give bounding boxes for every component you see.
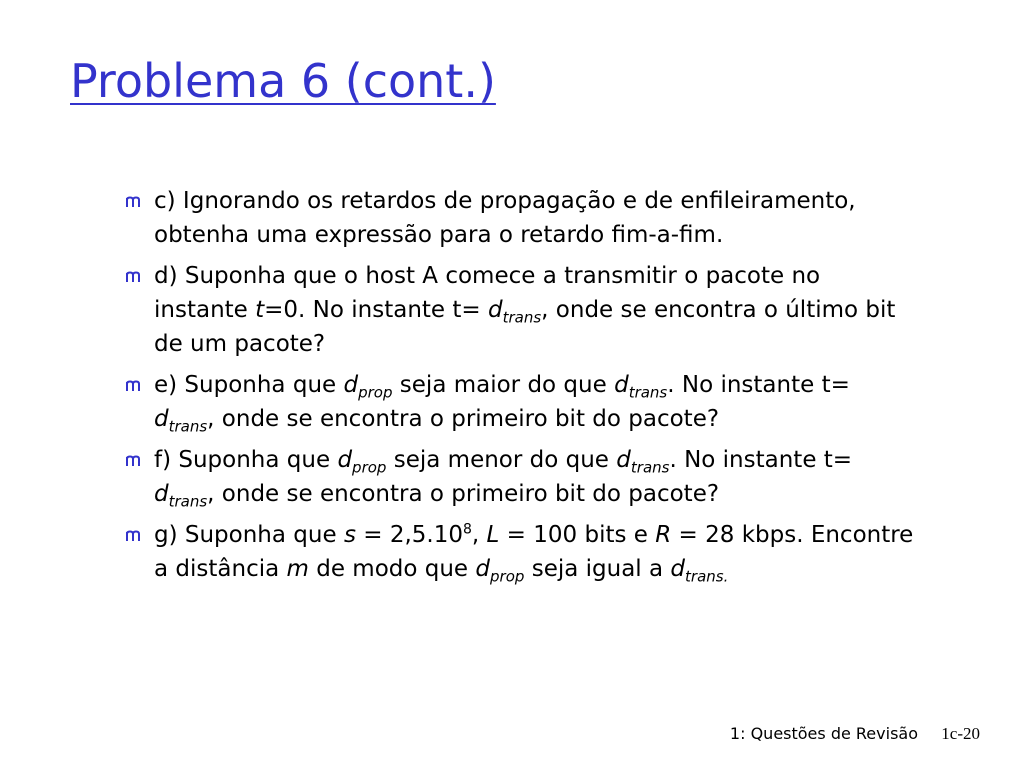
subscript-trans: trans	[168, 492, 208, 511]
hollow-circle-bullet-icon	[126, 455, 140, 467]
bullet-item-d	[126, 259, 916, 361]
bullet-list	[126, 184, 916, 593]
subscript-trans: trans	[168, 417, 208, 436]
subscript-prop: prop	[358, 383, 393, 402]
bullet-item-f	[126, 443, 916, 511]
bullet-e-text-3: . No instante t=	[667, 372, 850, 398]
page-number: 1c-20	[941, 724, 980, 743]
bullet-g-text-3: ,	[471, 522, 487, 548]
variable-s: s	[343, 522, 356, 548]
bullet-item-g	[126, 518, 916, 586]
bullet-item-c	[126, 184, 916, 252]
variable-d: d	[475, 556, 491, 582]
bullet-g-text-4: = 100 bits e	[499, 522, 656, 548]
variable-d: d	[488, 297, 503, 323]
variable-d: d	[670, 556, 686, 582]
exponent: 8	[462, 521, 472, 538]
bullet-e-text-2: seja maior do que	[392, 372, 615, 398]
variable-d: d	[614, 372, 629, 398]
bullet-e-text-4: , onde se encontra o primeiro bit do pacote?	[207, 406, 720, 432]
bullet-f-text-1: f) Suponha que	[154, 447, 338, 473]
bullet-g-text-7: seja igual a	[524, 556, 671, 582]
bullet-c-text: c) Ignorando os retardos de propagação e de enfileiramento, obtenha uma expressão para o retardo fim-a-fim.	[154, 188, 856, 248]
variable-L: L	[486, 522, 500, 548]
footer-section-label: 1: Questões de Revisão	[729, 724, 918, 743]
hollow-circle-bullet-icon	[126, 196, 140, 208]
bullet-d-text-1: d) Suponha que o host A comece a transmitir o pacote no instante	[154, 263, 821, 323]
variable-R: R	[655, 522, 672, 548]
bullet-f-text-4: , onde se encontra o primeiro bit do pacote?	[207, 481, 720, 507]
hollow-circle-bullet-icon	[126, 530, 140, 542]
bullet-g-text-6: de modo que	[308, 556, 476, 582]
subscript-trans: trans	[630, 458, 670, 477]
variable-d: d	[337, 447, 353, 473]
variable-d: d	[154, 481, 169, 507]
bullet-d-text-3: , onde se encontra o último bit de um pacote?	[154, 297, 896, 357]
bullet-e-text-1: e) Suponha que	[154, 372, 344, 398]
subscript-trans: trans	[502, 308, 542, 327]
variable-d: d	[154, 406, 169, 432]
bullet-g-text-2: = 2,5.10	[355, 522, 463, 548]
variable-t: t	[255, 297, 265, 323]
subscript-prop: prop	[490, 567, 525, 586]
variable-d: d	[616, 447, 631, 473]
bullet-item-e	[126, 368, 916, 436]
subscript-prop: prop	[352, 458, 387, 477]
variable-d: d	[343, 372, 359, 398]
bullet-g-text-5: = 28 kbps. Encontre a distância	[154, 522, 914, 582]
subscript-trans: trans	[628, 383, 668, 402]
slide-title: Problema 6 (cont.)	[70, 54, 496, 108]
hollow-circle-bullet-icon	[126, 380, 140, 392]
bullet-f-text-2: seja menor do que	[386, 447, 617, 473]
bullet-f-text-3: . No instante t=	[669, 447, 853, 473]
variable-m: m	[286, 556, 309, 582]
subscript-trans: trans.	[685, 567, 729, 586]
bullet-d-text-2: =0. No instante t=	[264, 297, 488, 323]
bullet-g-text-1: g) Suponha que	[154, 522, 344, 548]
hollow-circle-bullet-icon	[126, 271, 140, 283]
